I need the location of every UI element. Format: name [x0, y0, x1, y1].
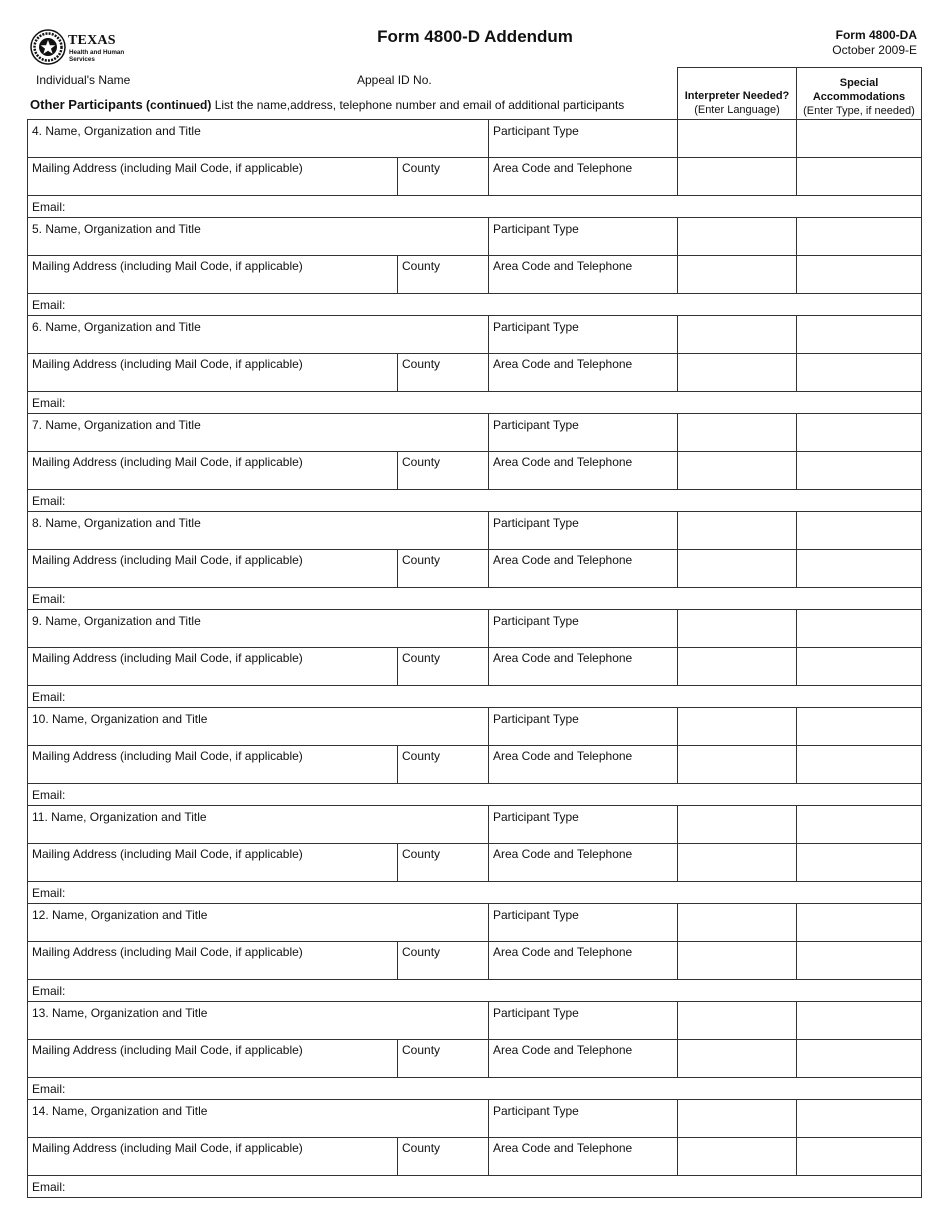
telephone-field[interactable]: Area Code and Telephone: [493, 651, 633, 665]
interpreter-field[interactable]: [678, 610, 795, 647]
participant-address-row: [27, 158, 922, 196]
special-title-line1: Special: [839, 77, 879, 89]
interpreter-field[interactable]: [678, 1100, 795, 1137]
mailing-address-field[interactable]: Mailing Address (including Mail Code, if applicable): [32, 455, 303, 469]
interpreter-column-header: [677, 67, 797, 119]
participant-block: [27, 708, 922, 806]
participant-email-row: [27, 588, 922, 610]
participant-name-row: [27, 218, 922, 256]
county-field[interactable]: County: [402, 1043, 441, 1057]
other-participants-heading: [30, 97, 624, 112]
name-field[interactable]: 14. Name, Organization and Title: [32, 1104, 208, 1118]
county-field[interactable]: County: [402, 161, 441, 175]
participant-block: [27, 904, 922, 1002]
form-date: October 2009-E: [832, 43, 917, 57]
telephone-field[interactable]: Area Code and Telephone: [493, 161, 633, 175]
county-field[interactable]: County: [402, 357, 441, 371]
interpreter-field[interactable]: [678, 1002, 795, 1039]
participant-email-row: [27, 294, 922, 316]
name-field[interactable]: 6. Name, Organization and Title: [32, 320, 201, 334]
participant-address-row: [27, 746, 922, 784]
interpreter-field[interactable]: [678, 316, 795, 353]
email-field[interactable]: Email:: [32, 788, 66, 802]
telephone-field[interactable]: Area Code and Telephone: [493, 455, 633, 469]
mailing-address-field[interactable]: Mailing Address (including Mail Code, if applicable): [32, 945, 303, 959]
name-field[interactable]: 7. Name, Organization and Title: [32, 418, 201, 432]
participant-name-row: [27, 316, 922, 354]
name-field[interactable]: 12. Name, Organization and Title: [32, 908, 208, 922]
county-field[interactable]: County: [402, 1141, 441, 1155]
participant-type-field[interactable]: Participant Type: [493, 614, 579, 628]
mailing-address-field[interactable]: Mailing Address (including Mail Code, if applicable): [32, 1141, 303, 1155]
participant-block: [27, 414, 922, 512]
participant-name-row: [27, 512, 922, 550]
special-accommodations-field[interactable]: [797, 1100, 921, 1137]
participant-email-row: [27, 1176, 922, 1198]
county-field[interactable]: County: [402, 945, 441, 959]
participant-address-row: [27, 942, 922, 980]
participant-block: [27, 1002, 922, 1100]
mailing-address-field[interactable]: Mailing Address (including Mail Code, if applicable): [32, 357, 303, 371]
participant-name-row: [27, 610, 922, 648]
participant-block: [27, 610, 922, 708]
participant-email-row: [27, 392, 922, 414]
name-field[interactable]: 9. Name, Organization and Title: [32, 614, 201, 628]
participant-type-field[interactable]: Participant Type: [493, 320, 579, 334]
participant-type-field[interactable]: Participant Type: [493, 1006, 579, 1020]
logo-texas-text: TEXAS: [68, 33, 116, 48]
email-field[interactable]: Email:: [32, 494, 66, 508]
participant-email-row: [27, 196, 922, 218]
name-field[interactable]: 8. Name, Organization and Title: [32, 516, 201, 530]
participant-name-row: [27, 414, 922, 452]
mailing-address-field[interactable]: Mailing Address (including Mail Code, if applicable): [32, 161, 303, 175]
mailing-address-field[interactable]: Mailing Address (including Mail Code, if applicable): [32, 749, 303, 763]
name-field[interactable]: 10. Name, Organization and Title: [32, 712, 208, 726]
name-field[interactable]: 13. Name, Organization and Title: [32, 1006, 208, 1020]
special-title-line2: Accommodations: [812, 91, 906, 103]
participant-block: [27, 316, 922, 414]
participant-address-row: [27, 550, 922, 588]
telephone-field[interactable]: Area Code and Telephone: [493, 847, 633, 861]
interpreter-field[interactable]: [678, 414, 795, 451]
interpreter-title: Interpreter Needed?: [684, 90, 790, 102]
participant-address-row: [27, 1138, 922, 1176]
email-field[interactable]: Email:: [32, 298, 66, 312]
participant-name-row: [27, 120, 922, 158]
mailing-address-field[interactable]: Mailing Address (including Mail Code, if applicable): [32, 259, 303, 273]
interpreter-field[interactable]: [678, 806, 795, 843]
instructions-text: List the name,address, telephone number and email of additional participants: [214, 98, 625, 112]
participant-email-row: [27, 686, 922, 708]
participant-type-field[interactable]: Participant Type: [493, 418, 579, 432]
participant-block: [27, 1100, 922, 1198]
participant-block: [27, 120, 922, 218]
special-accommodations-field[interactable]: [797, 414, 921, 451]
participant-block: [27, 218, 922, 316]
email-field[interactable]: Email:: [32, 396, 66, 410]
special-accommodations-field[interactable]: [797, 512, 921, 549]
county-field[interactable]: County: [402, 847, 441, 861]
participant-address-row: [27, 1040, 922, 1078]
appeal-id-label: Appeal ID No.: [357, 73, 432, 87]
participant-email-row: [27, 1078, 922, 1100]
email-field[interactable]: Email:: [32, 886, 66, 900]
participant-type-field[interactable]: Participant Type: [493, 1104, 579, 1118]
participant-address-row: [27, 256, 922, 294]
name-field[interactable]: 4. Name, Organization and Title: [32, 124, 201, 138]
participant-email-row: [27, 490, 922, 512]
participant-type-field[interactable]: Participant Type: [493, 712, 579, 726]
participant-email-row: [27, 980, 922, 1002]
special-accommodations-column-header: [796, 67, 922, 119]
participant-block: [27, 806, 922, 904]
interpreter-subtitle: (Enter Language): [694, 104, 780, 116]
participant-name-row: [27, 1100, 922, 1138]
participant-name-row: [27, 708, 922, 746]
telephone-field[interactable]: Area Code and Telephone: [493, 749, 633, 763]
special-accommodations-field[interactable]: [797, 904, 921, 941]
telephone-field[interactable]: Area Code and Telephone: [493, 553, 633, 567]
county-field[interactable]: County: [402, 553, 441, 567]
special-subtitle: (Enter Type, if needed): [803, 105, 915, 117]
county-field[interactable]: County: [402, 651, 441, 665]
telephone-field[interactable]: Area Code and Telephone: [493, 945, 633, 959]
participant-name-row: [27, 904, 922, 942]
other-participants-title: Other Participants: [30, 97, 143, 112]
email-field[interactable]: Email:: [32, 592, 66, 606]
participant-type-field[interactable]: Participant Type: [493, 124, 579, 138]
form-number: Form 4800-DA: [835, 28, 917, 42]
participant-address-row: [27, 354, 922, 392]
telephone-field[interactable]: Area Code and Telephone: [493, 357, 633, 371]
special-accommodations-field[interactable]: [797, 610, 921, 647]
interpreter-field[interactable]: [678, 218, 795, 255]
participant-name-row: [27, 1002, 922, 1040]
telephone-field[interactable]: Area Code and Telephone: [493, 1141, 633, 1155]
special-accommodations-field[interactable]: [797, 806, 921, 843]
participant-type-field[interactable]: Participant Type: [493, 908, 579, 922]
county-field[interactable]: County: [402, 259, 441, 273]
name-field[interactable]: 5. Name, Organization and Title: [32, 222, 201, 236]
form-number-block: [832, 28, 917, 58]
logo-agency-text: Health and Human Services: [69, 49, 125, 63]
county-field[interactable]: County: [402, 749, 441, 763]
page-title: Form 4800-D Addendum: [377, 27, 573, 46]
special-accommodations-field[interactable]: [797, 316, 921, 353]
email-field[interactable]: Email:: [32, 984, 66, 998]
interpreter-field[interactable]: [678, 120, 795, 157]
interpreter-field[interactable]: [678, 708, 795, 745]
special-accommodations-field[interactable]: [797, 1002, 921, 1039]
participant-block: [27, 512, 922, 610]
participant-email-row: [27, 882, 922, 904]
interpreter-field[interactable]: [678, 904, 795, 941]
continued-label: (continued): [146, 98, 212, 112]
interpreter-field[interactable]: [678, 512, 795, 549]
participant-address-row: [27, 452, 922, 490]
name-field[interactable]: 11. Name, Organization and Title: [32, 810, 207, 824]
special-accommodations-field[interactable]: [797, 218, 921, 255]
mailing-address-field[interactable]: Mailing Address (including Mail Code, if applicable): [32, 651, 303, 665]
telephone-field[interactable]: Area Code and Telephone: [493, 259, 633, 273]
participant-type-field[interactable]: Participant Type: [493, 810, 579, 824]
email-field[interactable]: Email:: [32, 1082, 66, 1096]
participant-address-row: [27, 648, 922, 686]
mailing-address-field[interactable]: Mailing Address (including Mail Code, if applicable): [32, 847, 303, 861]
email-field[interactable]: Email:: [32, 690, 66, 704]
email-field[interactable]: Email:: [32, 1180, 66, 1194]
special-accommodations-field[interactable]: [797, 120, 921, 157]
participant-address-row: [27, 844, 922, 882]
email-field[interactable]: Email:: [32, 200, 66, 214]
special-accommodations-field[interactable]: [797, 708, 921, 745]
participant-type-field[interactable]: Participant Type: [493, 516, 579, 530]
participants-grid: [27, 119, 922, 1198]
county-field[interactable]: County: [402, 455, 441, 469]
participant-type-field[interactable]: Participant Type: [493, 222, 579, 236]
participant-name-row: [27, 806, 922, 844]
participant-email-row: [27, 784, 922, 806]
individual-name-label: Individual's Name: [36, 73, 131, 87]
mailing-address-field[interactable]: Mailing Address (including Mail Code, if applicable): [32, 1043, 303, 1057]
telephone-field[interactable]: Area Code and Telephone: [493, 1043, 633, 1057]
mailing-address-field[interactable]: Mailing Address (including Mail Code, if applicable): [32, 553, 303, 567]
